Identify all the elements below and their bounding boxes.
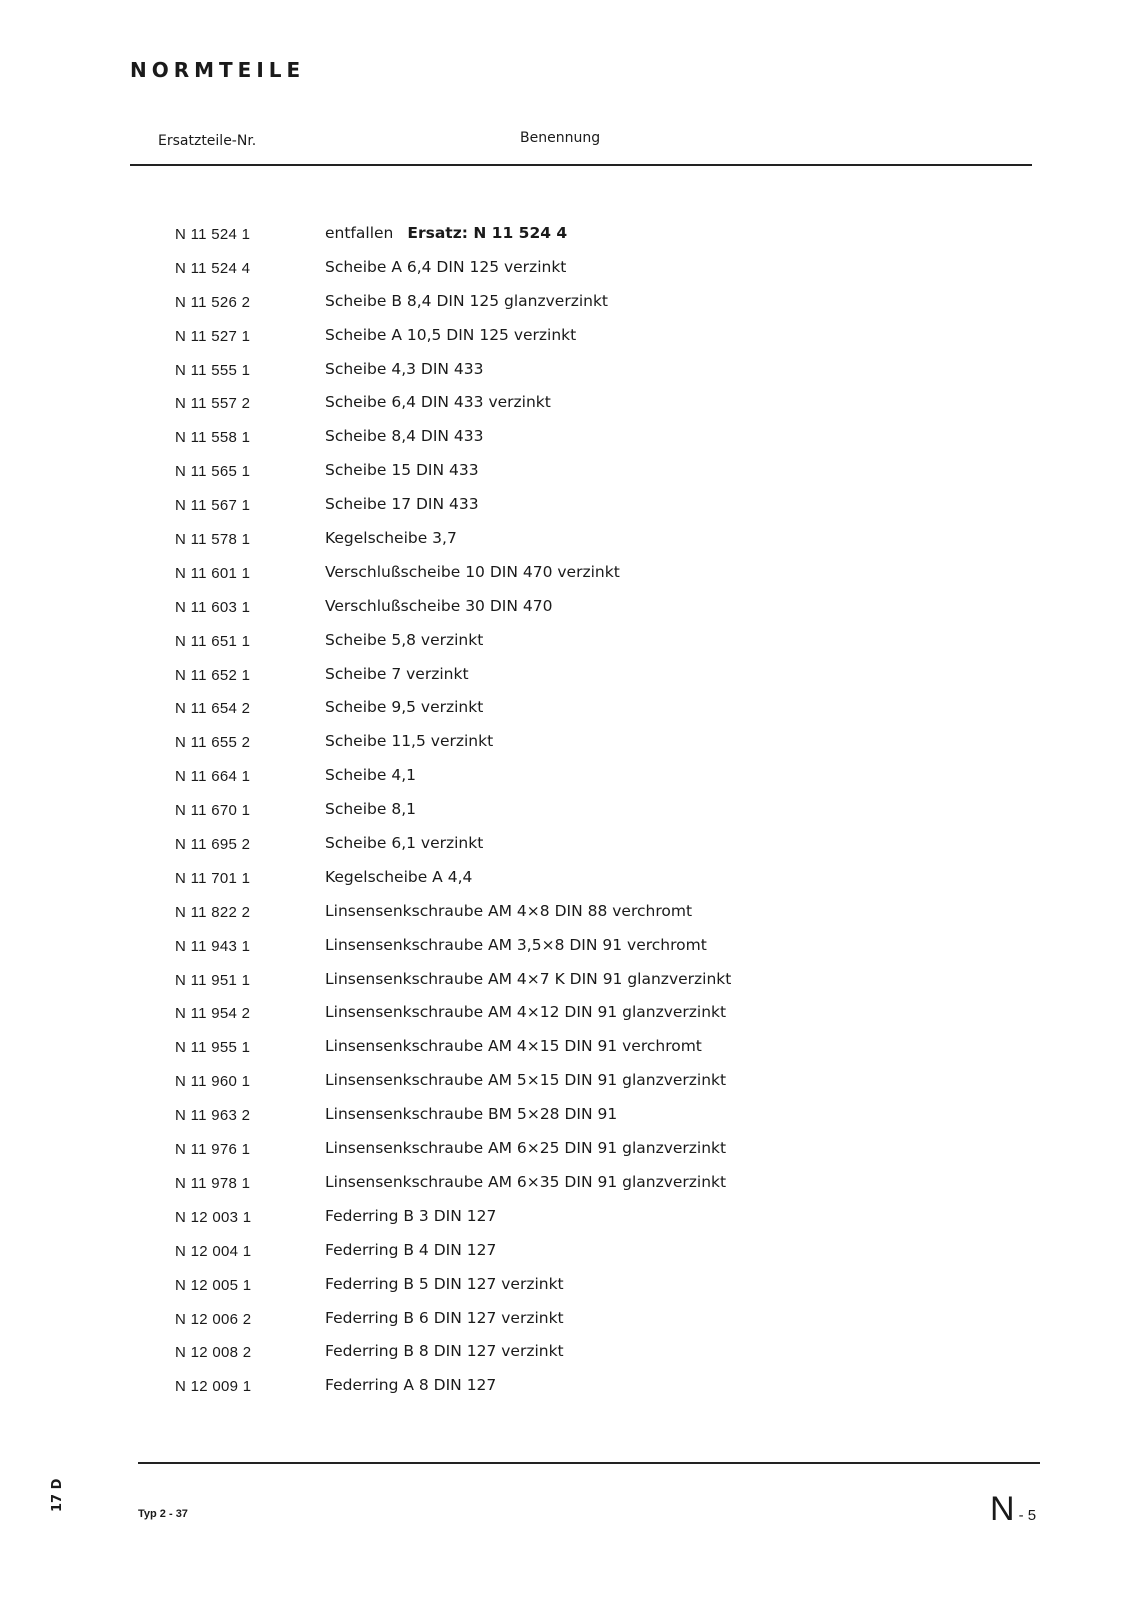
part-name bbox=[325, 393, 551, 411]
part-number: N 11 603 1 bbox=[175, 598, 251, 616]
part-name-text: Scheibe 11,5 verzinkt bbox=[325, 732, 494, 751]
page-number-letter: N bbox=[990, 1490, 1015, 1528]
table-row bbox=[0, 1135, 1133, 1169]
table-row bbox=[0, 1237, 1133, 1271]
table-row bbox=[0, 559, 1133, 593]
part-number: N 11 976 1 bbox=[175, 1141, 251, 1159]
part-number: N 11 943 1 bbox=[175, 937, 251, 955]
side-code: 17 D bbox=[50, 1478, 65, 1512]
part-number: N 12 005 1 bbox=[175, 1276, 252, 1294]
table-row bbox=[0, 864, 1133, 898]
part-name-text: Scheibe A 6,4 DIN 125 verzinkt bbox=[325, 257, 567, 276]
page-title: NORMTEILE bbox=[130, 58, 306, 82]
part-name-text: Federring B 8 DIN 127 verzinkt bbox=[325, 1342, 564, 1361]
part-name bbox=[325, 597, 552, 615]
part-name bbox=[325, 698, 483, 716]
part-name-text: Scheibe 17 DIN 433 bbox=[325, 495, 479, 514]
part-number: N 11 601 1 bbox=[175, 564, 251, 582]
part-number: N 11 524 1 bbox=[175, 226, 251, 243]
table-row bbox=[0, 288, 1133, 322]
table-row bbox=[0, 1203, 1133, 1237]
part-name-text: Kegelscheibe A 4,4 bbox=[325, 867, 473, 886]
table-row bbox=[0, 661, 1133, 695]
part-number: N 11 652 1 bbox=[175, 666, 251, 684]
table-row bbox=[0, 525, 1133, 559]
part-name bbox=[325, 1105, 617, 1123]
part-name-text: Linsensenkschraube AM 4×8 DIN 88 verchromt bbox=[325, 901, 693, 920]
replacement-note: Ersatz: N 11 524 4 bbox=[407, 224, 568, 242]
table-row bbox=[0, 322, 1133, 356]
part-name bbox=[325, 258, 566, 276]
part-number: N 11 555 1 bbox=[175, 361, 251, 379]
part-name bbox=[325, 970, 731, 988]
table-row bbox=[0, 1305, 1133, 1339]
table-row bbox=[0, 491, 1133, 525]
part-number: N 12 004 1 bbox=[175, 1242, 252, 1260]
part-name-text: Scheibe B 8,4 DIN 125 glanzverzinkt bbox=[325, 291, 609, 310]
part-number: N 11 664 1 bbox=[175, 768, 251, 786]
part-name bbox=[325, 1071, 726, 1089]
table-row bbox=[0, 254, 1133, 288]
table-row bbox=[0, 356, 1133, 390]
table-row bbox=[0, 1169, 1133, 1203]
part-name-text: Linsensenkschraube AM 6×25 DIN 91 glanzverzinkt bbox=[325, 1139, 727, 1158]
table-row bbox=[0, 999, 1133, 1033]
page-number bbox=[990, 1490, 1036, 1529]
page-number-suffix: - 5 bbox=[1018, 1507, 1037, 1524]
part-number: N 12 006 2 bbox=[175, 1310, 252, 1328]
part-name-text: Linsensenkschraube AM 6×35 DIN 91 glanzverzinkt bbox=[325, 1172, 727, 1191]
part-name-text: Scheibe 4,3 DIN 433 bbox=[325, 359, 484, 378]
part-number: N 11 578 1 bbox=[175, 531, 251, 549]
part-number: N 11 526 2 bbox=[175, 293, 251, 311]
part-number: N 12 008 2 bbox=[175, 1344, 252, 1362]
part-name bbox=[325, 902, 692, 920]
part-number: N 11 654 2 bbox=[175, 700, 251, 718]
part-name-text: Federring B 5 DIN 127 verzinkt bbox=[325, 1274, 564, 1293]
table-row bbox=[0, 457, 1133, 491]
part-name-text: Scheibe 4,1 bbox=[325, 766, 416, 785]
part-number: N 11 524 4 bbox=[175, 259, 251, 277]
part-name-text: Linsensenkschraube AM 4×12 DIN 91 glanzverzinkt bbox=[325, 1003, 727, 1022]
part-name bbox=[325, 292, 608, 310]
table-row bbox=[0, 220, 1133, 254]
part-name-text: Verschlußscheibe 30 DIN 470 bbox=[325, 596, 553, 615]
table-row bbox=[0, 762, 1133, 796]
part-number: N 11 701 1 bbox=[175, 869, 251, 887]
part-name bbox=[325, 563, 620, 581]
column-header-name: Benennung bbox=[520, 130, 601, 146]
part-name bbox=[325, 1037, 702, 1055]
footer-divider bbox=[138, 1462, 1040, 1464]
table-row bbox=[0, 966, 1133, 1000]
table-row bbox=[0, 1033, 1133, 1067]
part-name bbox=[325, 1003, 726, 1021]
part-name-text: Kegelscheibe 3,7 bbox=[325, 529, 457, 548]
part-number: N 11 557 2 bbox=[175, 395, 251, 413]
part-name bbox=[325, 766, 416, 784]
part-name-text: Scheibe 6,4 DIN 433 verzinkt bbox=[325, 393, 551, 412]
part-name bbox=[325, 495, 479, 513]
part-name-text: Linsensenkschraube BM 5×28 DIN 91 bbox=[325, 1105, 618, 1124]
part-number: N 11 963 2 bbox=[175, 1107, 251, 1125]
part-name bbox=[325, 427, 484, 445]
part-name-text: Scheibe 7 verzinkt bbox=[325, 664, 469, 683]
header-divider bbox=[130, 164, 1032, 166]
table-row bbox=[0, 1338, 1133, 1372]
table-row bbox=[0, 1101, 1133, 1135]
part-number: N 11 695 2 bbox=[175, 836, 251, 854]
part-name bbox=[325, 834, 483, 852]
table-row bbox=[0, 1067, 1133, 1101]
part-name bbox=[325, 529, 457, 547]
part-name-text: entfallen bbox=[325, 224, 394, 242]
part-name-text: Scheibe 9,5 verzinkt bbox=[325, 698, 484, 717]
table-row bbox=[0, 1372, 1133, 1406]
part-name bbox=[325, 665, 469, 683]
part-name-text: Scheibe 8,4 DIN 433 bbox=[325, 427, 484, 446]
part-number: N 11 978 1 bbox=[175, 1174, 251, 1192]
part-name bbox=[325, 631, 483, 649]
part-name-text: Federring B 6 DIN 127 verzinkt bbox=[325, 1308, 564, 1327]
part-number: N 12 003 1 bbox=[175, 1208, 252, 1226]
part-name bbox=[325, 936, 707, 954]
table-row bbox=[0, 593, 1133, 627]
part-name bbox=[325, 1241, 496, 1259]
table-row bbox=[0, 932, 1133, 966]
part-name bbox=[325, 1207, 496, 1225]
part-number: N 11 951 1 bbox=[175, 971, 251, 989]
part-name bbox=[325, 224, 567, 242]
part-name-text: Scheibe 8,1 bbox=[325, 800, 416, 819]
type-label: Typ 2 - 37 bbox=[138, 1508, 188, 1520]
table-row bbox=[0, 627, 1133, 661]
part-name bbox=[325, 868, 472, 886]
part-number: N 11 651 1 bbox=[175, 632, 251, 650]
table-row bbox=[0, 898, 1133, 932]
table-row bbox=[0, 728, 1133, 762]
part-name bbox=[325, 326, 576, 344]
part-number: N 11 527 1 bbox=[175, 327, 251, 345]
table-row bbox=[0, 1271, 1133, 1305]
part-name bbox=[325, 461, 479, 479]
table-row bbox=[0, 830, 1133, 864]
part-name-text: Scheibe A 10,5 DIN 125 verzinkt bbox=[325, 325, 577, 344]
part-name-text: Linsensenkschraube AM 4×7 K DIN 91 glanzverzinkt bbox=[325, 969, 732, 988]
part-name-text: Federring B 4 DIN 127 bbox=[325, 1240, 497, 1259]
part-name bbox=[325, 800, 416, 818]
part-number: N 11 558 1 bbox=[175, 429, 251, 447]
part-number: N 12 009 1 bbox=[175, 1378, 252, 1396]
table-row bbox=[0, 694, 1133, 728]
part-name-text: Linsensenkschraube AM 4×15 DIN 91 verchromt bbox=[325, 1037, 702, 1056]
table-row bbox=[0, 796, 1133, 830]
parts-list bbox=[0, 220, 1133, 1406]
part-number: N 11 822 2 bbox=[175, 903, 251, 921]
part-number: N 11 670 1 bbox=[175, 802, 251, 820]
part-name bbox=[325, 1309, 564, 1327]
part-number: N 11 960 1 bbox=[175, 1073, 251, 1091]
part-name bbox=[325, 360, 484, 378]
part-name-text: Federring A 8 DIN 127 bbox=[325, 1376, 497, 1395]
column-header-part-number: Ersatzteile-Nr. bbox=[158, 133, 257, 149]
part-name bbox=[325, 1173, 726, 1191]
part-number: N 11 567 1 bbox=[175, 497, 251, 515]
part-name bbox=[325, 1342, 564, 1360]
part-name-text: Federring B 3 DIN 127 bbox=[325, 1206, 497, 1225]
part-name-text: Scheibe 15 DIN 433 bbox=[325, 461, 479, 480]
part-name-text: Scheibe 6,1 verzinkt bbox=[325, 834, 484, 853]
part-name bbox=[325, 1275, 564, 1293]
part-name-text: Verschlußscheibe 10 DIN 470 verzinkt bbox=[325, 562, 620, 581]
part-name bbox=[325, 732, 493, 750]
part-number: N 11 655 2 bbox=[175, 734, 251, 752]
part-name bbox=[325, 1139, 726, 1157]
table-row bbox=[0, 389, 1133, 423]
part-number: N 11 954 2 bbox=[175, 1005, 251, 1023]
part-number: N 11 565 1 bbox=[175, 463, 251, 481]
table-row bbox=[0, 423, 1133, 457]
part-name-text: Linsensenkschraube AM 3,5×8 DIN 91 verchromt bbox=[325, 935, 707, 954]
part-name-text: Linsensenkschraube AM 5×15 DIN 91 glanzverzinkt bbox=[325, 1071, 727, 1090]
part-name bbox=[325, 1376, 496, 1394]
part-number: N 11 955 1 bbox=[175, 1039, 251, 1057]
part-name-text: Scheibe 5,8 verzinkt bbox=[325, 630, 484, 649]
